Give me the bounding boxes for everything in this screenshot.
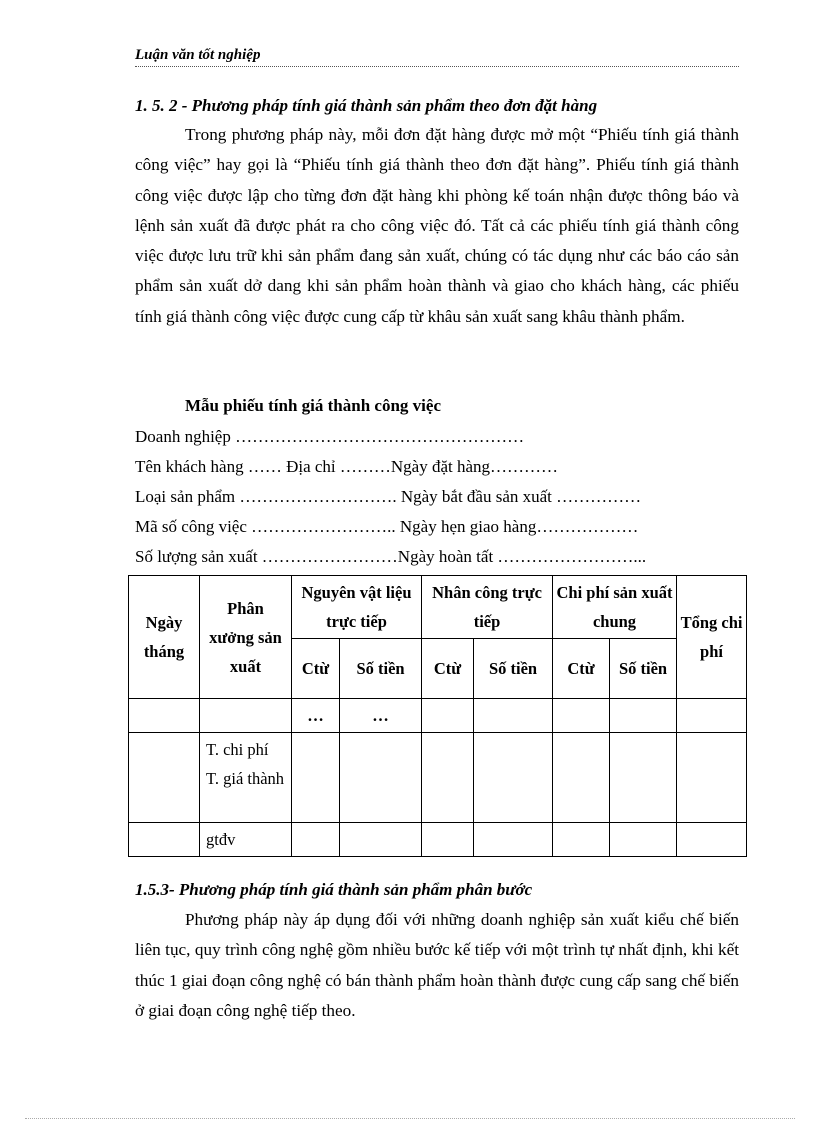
subheader-overhead-doc: Ctừ [553, 639, 610, 699]
paragraph-job-order-text: Trong phương pháp này, mỗi đơn đặt hàng được mở một “Phiếu tính giá thành công việc” hay gọi là “Phiếu tính giá thành theo đơn đặt hàng”. Phiếu tính giá thành công việc được lập cho từng đơn đặt hàng khi phòng kế toán nhận được thông báo và lệnh sản xuất đã được phát ra cho công việc đó. Tất cả các phiếu tính giá thành công việc được lưu trữ khi sản phẩm đang sản xuất, chúng có tác dụng như các báo cáo sản phẩm sản xuất dở dang khi sản phẩm hoàn thành và giao cho khách hàng, các phiếu tính giá thành công việc được cung cấp từ khâu sản xuất sang khâu thành phẩm. [135, 125, 739, 326]
table-cell [610, 733, 677, 823]
form-line-quantity: Số lượng sản xuất ……………………Ngày hoàn tất ……………………... [135, 547, 647, 566]
form-title: Mẫu phiếu tính giá thành công việc [185, 396, 441, 415]
table-cell [340, 733, 422, 823]
table-cell [474, 823, 553, 857]
table-cell [677, 733, 747, 823]
header-workshop: Phân xưởng sản xuất [200, 576, 292, 699]
header-total-cost: Tổng chi phí [677, 576, 747, 699]
table-cell [422, 823, 474, 857]
header-date: Ngày tháng [129, 576, 200, 699]
paragraph-job-order [135, 120, 739, 332]
table-cell-ellipsis: … [292, 699, 340, 733]
table-cell [422, 733, 474, 823]
header-direct-material: Nguyên vật liệu trực tiếp [292, 576, 422, 639]
table-cell [422, 699, 474, 733]
table-cell [553, 823, 610, 857]
section-heading-process-costing: 1.5.3- Phương pháp tính giá thành sản phẩm phân bước [135, 880, 533, 899]
job-cost-table [128, 575, 747, 857]
row-label-total-cost: T. chi phí [206, 740, 269, 759]
form-line-customer: Tên khách hàng …… Địa chỉ ………Ngày đặt hàng………… [135, 457, 559, 476]
paragraph-process-costing-text: Phương pháp này áp dụng đối với những doanh nghiệp sản xuất kiểu chế biến liên tục, quy trình công nghệ gồm nhiều bước kế tiếp với một trình tự nhất định, khi kết thúc 1 giai đoạn công nghệ có bán thành phẩm hoàn thành được cung cấp sang chế biến ở giai đoạn công nghệ tiếp theo. [135, 910, 739, 1020]
row-label-unit-cost: gtđv [200, 823, 292, 857]
form-line-product: Loại sản phẩm ………………………. Ngày bắt đầu sản xuất …………… [135, 487, 642, 506]
subheader-overhead-amount: Số tiền [610, 639, 677, 699]
table-cell-ellipsis: … [340, 699, 422, 733]
paragraph-process-costing [135, 905, 739, 1026]
table-cell [340, 823, 422, 857]
table-cell [129, 823, 200, 857]
form-line-company: Doanh nghiệp …………………………………………… [135, 427, 525, 446]
header-overhead: Chi phí sản xuất chung [553, 576, 677, 639]
page-header: Luận văn tốt nghiệp [135, 47, 739, 67]
table-cell [553, 699, 610, 733]
table-cell [610, 699, 677, 733]
table-cell [474, 699, 553, 733]
table-cell [200, 699, 292, 733]
subheader-labor-amount: Số tiền [474, 639, 553, 699]
section-heading-job-order: 1. 5. 2 - Phương pháp tính giá thành sản phẩm theo đơn đặt hàng [135, 96, 598, 115]
table-cell [677, 823, 747, 857]
row-label-total-price: T. giá thành [206, 769, 285, 788]
page-bottom-divider [25, 1118, 795, 1119]
header-direct-labor: Nhân công trực tiếp [422, 576, 553, 639]
subheader-material-amount: Số tiền [340, 639, 422, 699]
subheader-labor-doc: Ctừ [422, 639, 474, 699]
table-cell [129, 733, 200, 823]
table-cell [129, 699, 200, 733]
form-line-job-code: Mã số công việc …………………….. Ngày hẹn giao hàng……………… [135, 517, 639, 536]
table-cell [292, 733, 340, 823]
table-cell [610, 823, 677, 857]
table-cell [292, 823, 340, 857]
table-cell [553, 733, 610, 823]
table-cell-totals-label [200, 733, 292, 823]
subheader-material-doc: Ctừ [292, 639, 340, 699]
table-cell [474, 733, 553, 823]
table-cell [677, 699, 747, 733]
